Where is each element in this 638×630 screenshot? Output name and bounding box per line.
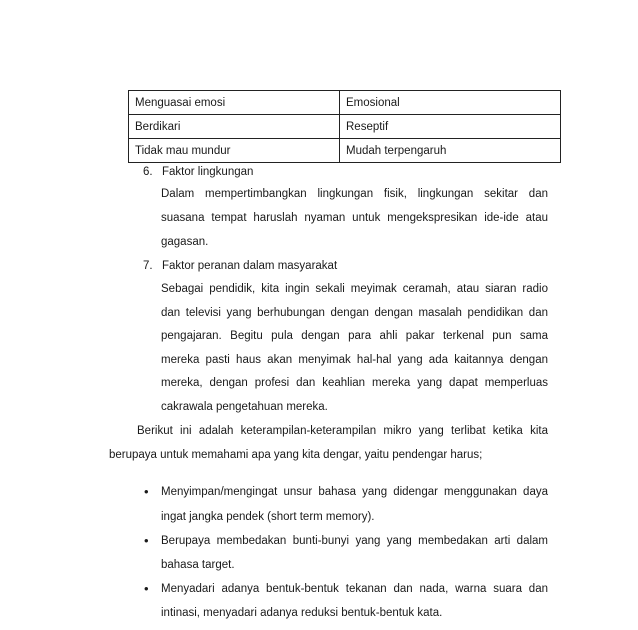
table-cell: Reseptif (340, 115, 561, 139)
bullet-line: Menyimpan/mengingat unsur bahasa yang didengar menggunakan daya (161, 486, 548, 498)
table-cell: Mudah terpengaruh (340, 139, 561, 163)
bullet-line: ingat jangka pendek (short term memory). (161, 511, 375, 523)
paragraph-line: gagasan. (161, 236, 209, 248)
paragraph-line: pengajaran. Begitu pula dengan para ahli pakar terkenal pun sama (161, 330, 548, 342)
traits-table (128, 90, 561, 163)
table-row (129, 139, 561, 163)
bullet-line: Menyadari adanya bentuk-bentuk tekanan dan nada, warna suara dan (161, 583, 548, 595)
bullet-line: bahasa target. (161, 559, 235, 571)
table-cell: Berdikari (129, 115, 340, 139)
paragraph-line: mereka, dengan profesi dan keahlian mereka yang dapat memperluas (161, 377, 548, 389)
paragraph-line: Sebagai pendidik, kita ingin sekali meyimak ceramah, atau siaran radio (161, 283, 548, 295)
table-row (129, 115, 561, 139)
list-item-title: Faktor lingkungan (162, 166, 254, 178)
list-number: 7. (143, 260, 153, 272)
bullet-line: intinasi, menyadari adanya reduksi bentuk-bentuk kata. (161, 607, 443, 619)
intro-line: Berikut ini adalah keterampilan-keterampilan mikro yang terlibat ketika kita (137, 425, 548, 437)
bullet-icon: • (144, 484, 149, 499)
table-cell: Tidak mau mundur (129, 139, 340, 163)
list-item-7-heading (143, 256, 337, 276)
paragraph-line: Dalam mempertimbangkan lingkungan fisik, lingkungan sekitar dan (161, 188, 548, 200)
paragraph-line: cakrawala pengetahuan mereka. (161, 401, 328, 413)
table-cell: Emosional (340, 91, 561, 115)
list-number: 6. (143, 166, 153, 178)
paragraph-line: mereka pasti haus akan menyimak hal-hal yang ada kaitannya dengan (161, 354, 548, 366)
list-item-6-heading (143, 162, 253, 182)
table-row (129, 91, 561, 115)
bullet-icon: • (144, 533, 149, 548)
table-cell: Menguasai emosi (129, 91, 340, 115)
bullet-icon: • (144, 581, 149, 596)
list-item-title: Faktor peranan dalam masyarakat (162, 260, 338, 272)
intro-line: berupaya untuk memahami apa yang kita dengar, yaitu pendengar harus; (109, 449, 483, 461)
paragraph-line: dan televisi yang berhubungan dengan dengan masalah pendidikan dan (161, 307, 548, 319)
bullet-line: Berupaya membedakan bunti-bunyi yang yang membedakan arti dalam (161, 535, 548, 547)
paragraph-line: suasana tempat haruslah nyaman untuk mengekspresikan ide-ide atau (161, 212, 548, 224)
